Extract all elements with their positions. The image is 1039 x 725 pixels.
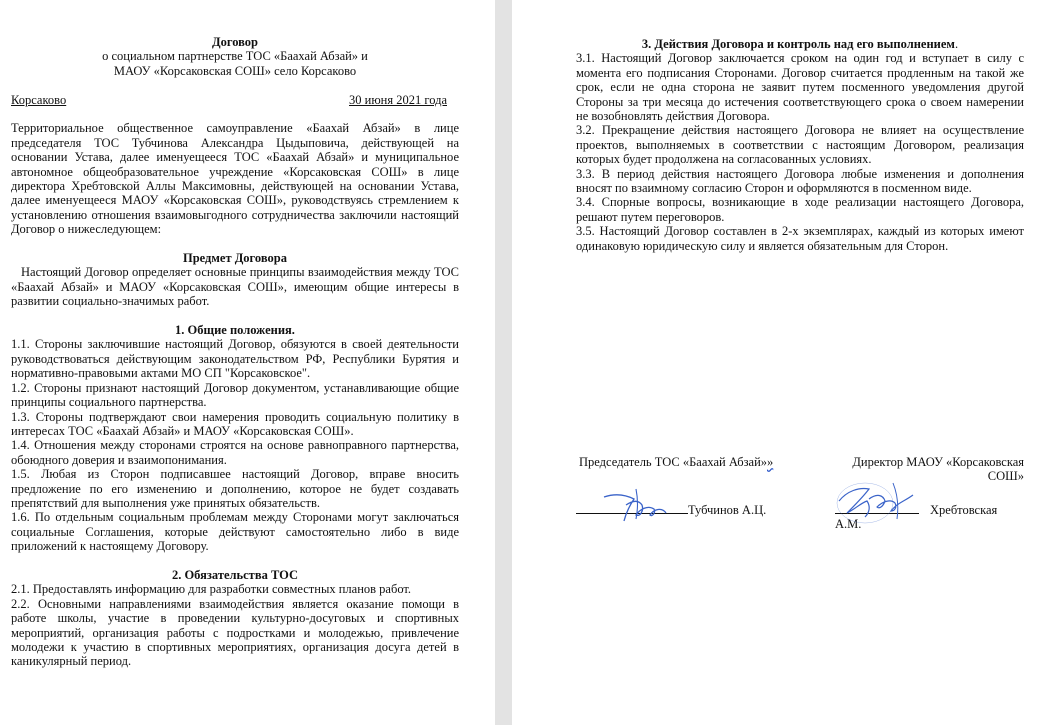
clause-1-3: 1.3. Стороны подтверждают свои намерения проводить социальную политику в интересах ТОС «Баахай Абзай» и МАОУ «Корсаковская СОШ». [11, 409, 459, 438]
document-subtitle-line1: о социальном партнерстве ТОС «Баахай Абзай» и [102, 49, 368, 64]
signature-block [576, 455, 1026, 532]
document-subtitle-line2: МАОУ «Корсаковская СОШ» село Корсаково [113, 63, 357, 78]
subject-paragraph: Настоящий Договор определяет основные принципы взаимодействия между ТОС «Баахай Абзай» и МАОУ «Корсаковская СОШ», имеющим общие интересы в развитии социально-значимых работ. [11, 265, 459, 309]
page-1 [0, 0, 495, 725]
page-1-content [11, 35, 459, 669]
section-1-heading: 1. Общие положения. [175, 323, 295, 338]
signature-right-title-line2: СОШ» [987, 469, 1024, 484]
clause-2-2: 2.2. Основными направлениями взаимодействия является оказание помощи в работе школы, участие в проведении культурно-досуговых и спортивных мероприятий, организация работы с подростками и молодежью, привлечение молодежи к участию в спортивных мероприятиях, организация досуга детей в каникулярный период. [11, 596, 459, 669]
clause-1-5: 1.5. Любая из Сторон подписавшее настоящий Договор, вправе вносить предложение по его изменению и дополнению, которое не будет создавать препятствий для выполнения уже принятых обязательств. [11, 467, 459, 510]
place-date-row [11, 93, 459, 107]
clause-3-4: 3.4. Спорные вопросы, возникающие в ходе реализации настоящего Договора, решают путем переговоров. [576, 195, 1024, 224]
clause-1-4: 1.4. Отношения между сторонами строятся на основе равноправного партнерства, обоюдного доверия и взаимопонимания. [11, 438, 459, 467]
section-3-heading: 3. Действия Договора и контроль над его выполнением [641, 37, 955, 51]
subject-heading: Предмет Договора [183, 251, 287, 266]
signature-left-handwriting [596, 475, 686, 525]
signature-left-title-tail: » [767, 455, 774, 469]
section-2-heading: 2. Обязательства ТОС [171, 567, 299, 582]
page-gutter [495, 0, 512, 725]
signature-left-title: Председатель ТОС «Баахай Абзай» [579, 455, 768, 469]
page-2 [512, 0, 1039, 725]
document-title: Договор [211, 35, 259, 49]
clause-1-1: 1.1. Стороны заключившие настоящий Договор, обязуются в своей деятельности руководствоваться действующим законодательством РФ, Республики Бурятия и нормативно-правовыми актами МО СП "Корсаковское". [11, 337, 459, 381]
section-3-heading-wrap [576, 37, 1024, 51]
signature-left-title-wrap [579, 455, 799, 469]
signature-right-title-line1: Директор МАОУ «Корсаковская [852, 455, 1024, 469]
clause-1-6: 1.6. По отдельным социальным проблемам между Сторонами могут заключаться социальные Соглашения, которые действуют самостоятельно либо в виде приложений к настоящему Договору. [11, 510, 459, 554]
signature-left-name: Тубчинов А.Ц. [688, 503, 767, 517]
signature-right-handwriting [833, 473, 923, 525]
clause-3-2: 3.2. Прекращение действия настоящего Договора не влияет на осуществление проектов, выполняемых в соответствии с настоящим Договором, реализация которых будет продолжена на согласованных условиях. [576, 123, 1024, 167]
signature-right-name: Хребтовская А.М. [835, 503, 998, 532]
contract-date: 30 июня 2021 года [349, 92, 447, 107]
section-3-heading-dot: . [954, 37, 959, 51]
clause-1-2: 1.2. Стороны признают настоящий Договор документом, устанавливающие общие принципы социального партнерства. [11, 380, 459, 410]
clause-3-1: 3.1. Настоящий Договор заключается сроком на один год и вступает в силу с момента его подписания Сторонами. Договор считается продленным на такой же срок, если не одна сторона не заявит путем посменного уведомления другой Стороны за три месяца до истечения соответствующего срока о своем намерении не возобновлять действия Договора. [576, 51, 1024, 124]
clause-3-3: 3.3. В период действия настоящего Договора любые изменения и дополнения вносят по взаимному согласию Сторон и оформляются в посменном виде. [576, 166, 1024, 196]
page-2-content [576, 37, 1024, 253]
place-name: Корсаково [11, 92, 67, 107]
clause-3-5: 3.5. Настоящий Договор составлен в 2-х экземплярах, каждый из которых имеют одинаковую юридическую силу и является обязательным для Сторон. [576, 224, 1024, 253]
clause-2-1: 2.1. Предоставлять информацию для разработки совместных планов работ. [11, 582, 412, 597]
intro-paragraph: Территориальное общественное самоуправление «Баахай Абзай» в лице председателя ТОС Тубчинова Александра Цыдыповича, действующей на основании Устава, далее именуещееся ТОС «Баахай Абзай» и муниципальное автономное общеобразовательное учреждение «Корсаковская СОШ» в лице директора Хребтовской Аллы Максимовны, действующей на основании Устава, далее именуещееся МАОУ «Корсаковская СОШ», руководствуясь стремлением к установлению отношения взаимовыгодного сотрудничества заключили настоящий Договор о нижеследующем: [11, 121, 459, 237]
